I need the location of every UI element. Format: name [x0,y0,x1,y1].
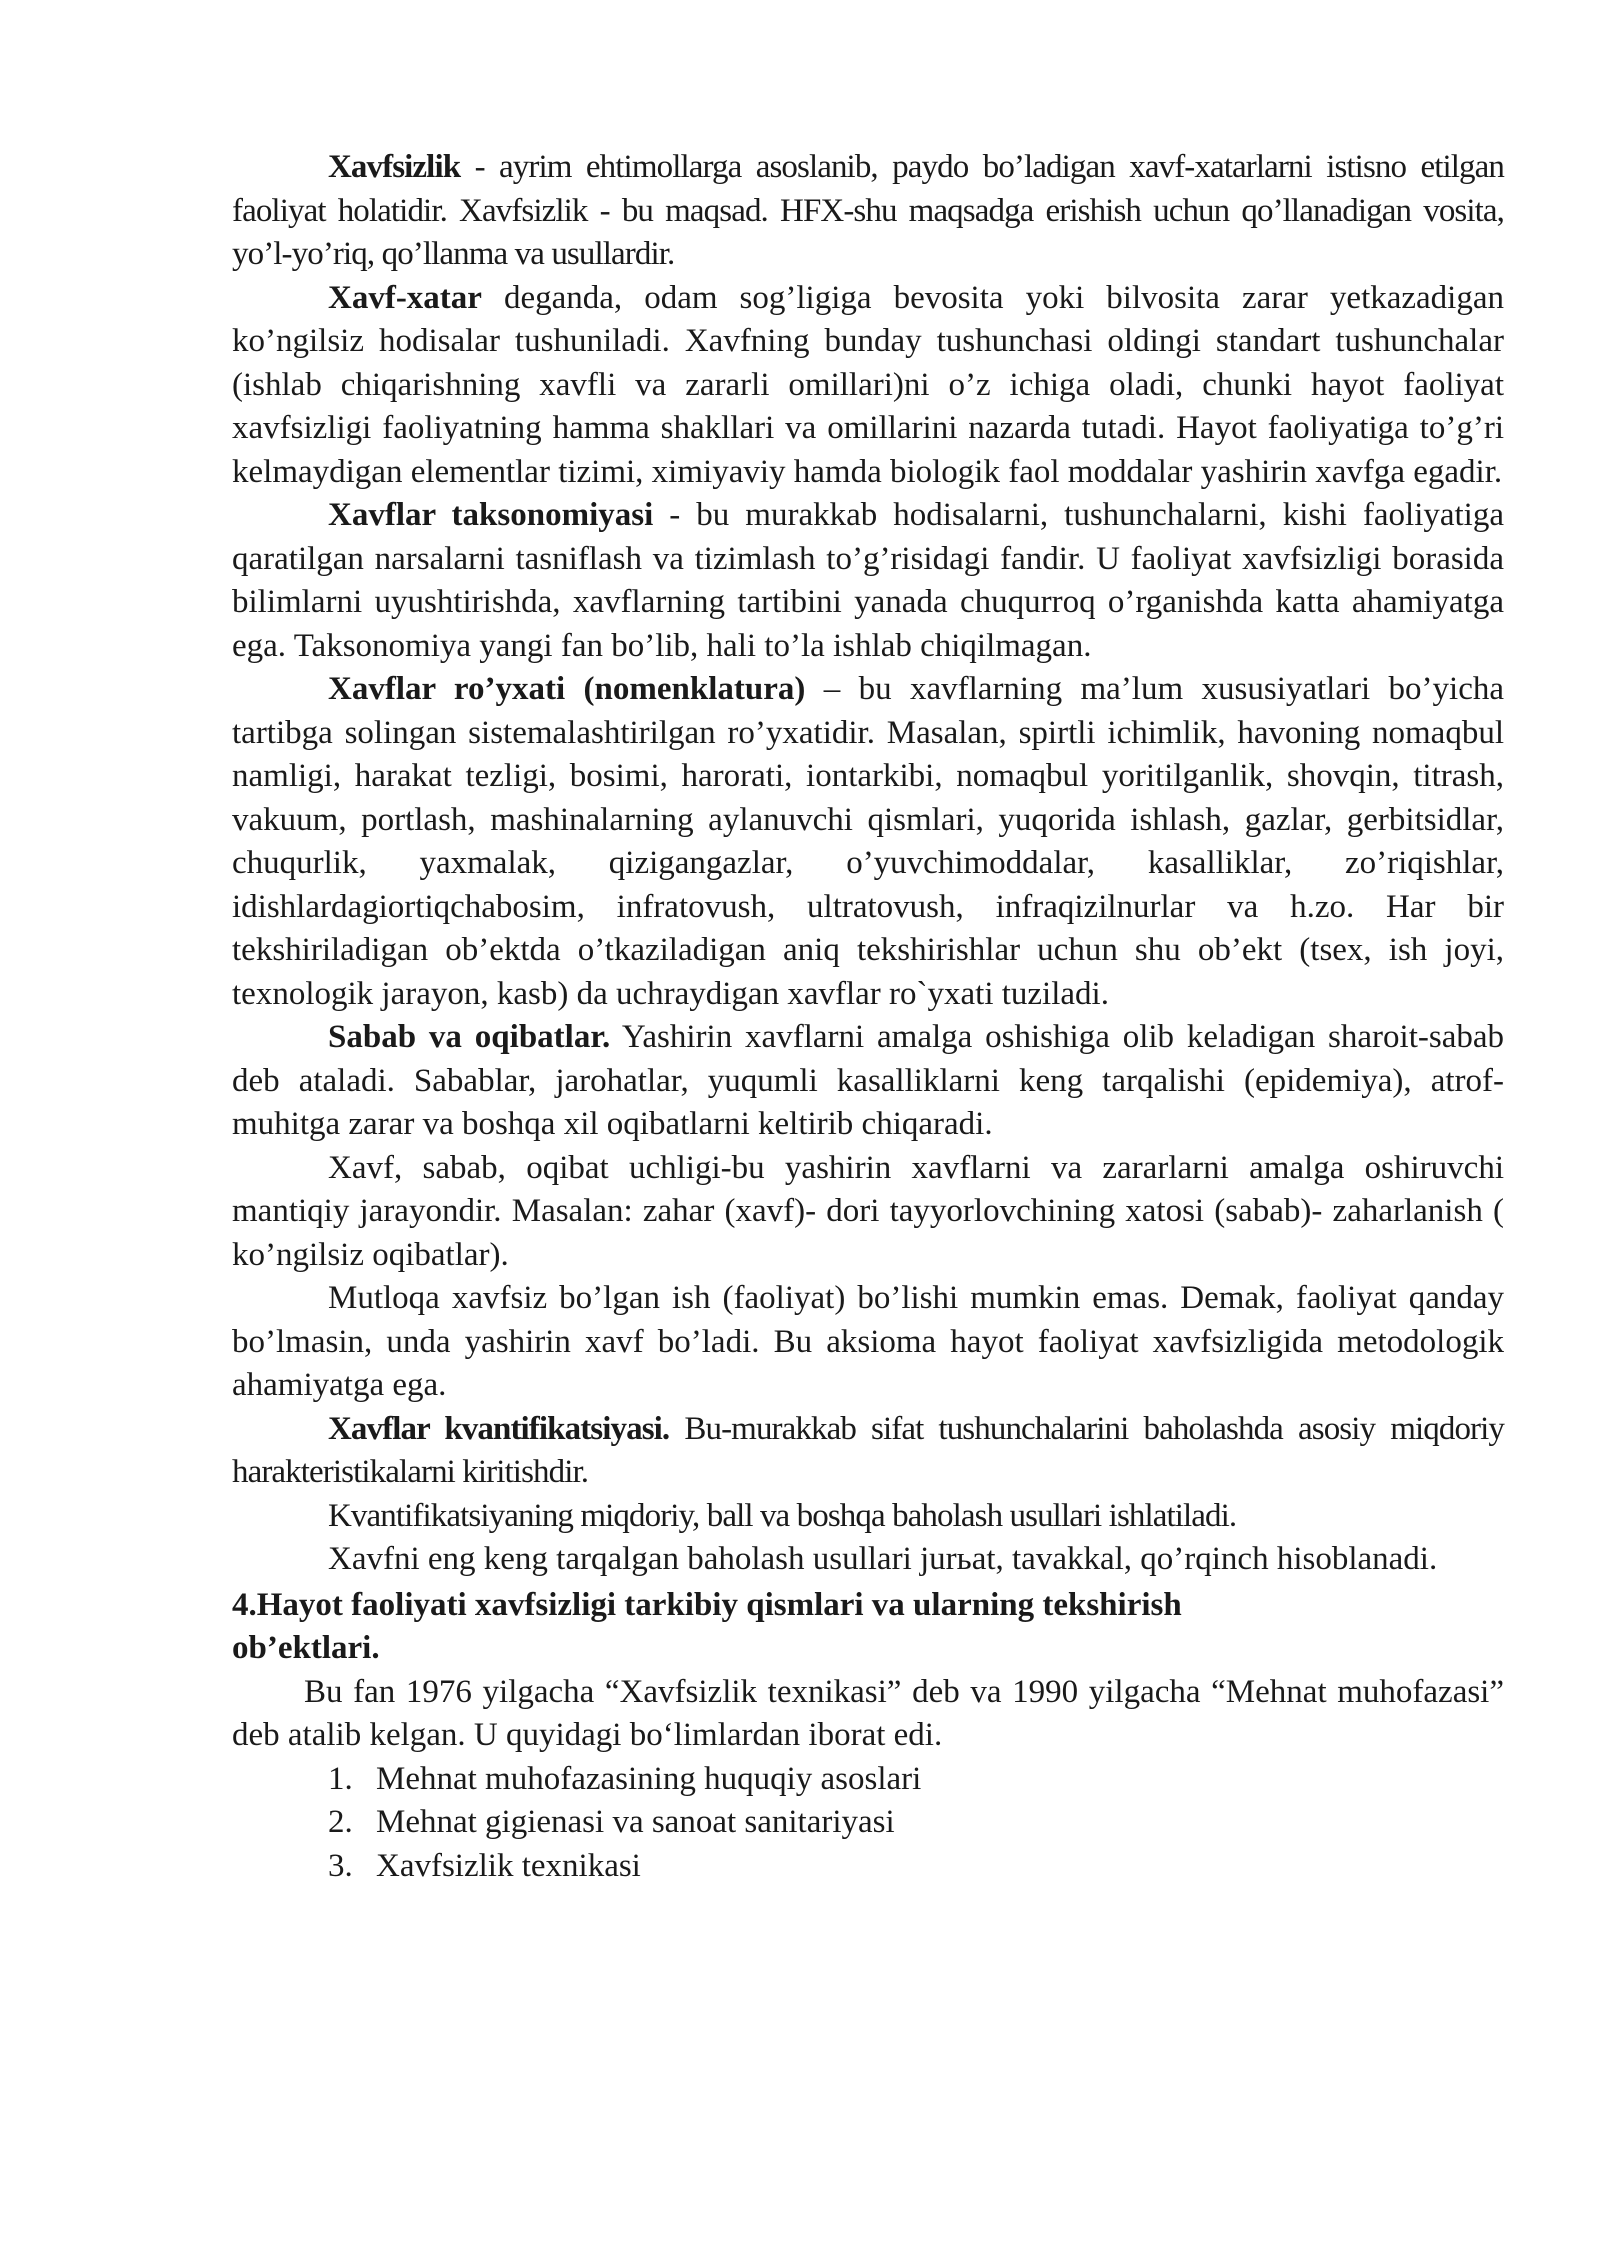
paragraph-xavflar-taksonomiyasi [232,494,1504,668]
paragraph-text: Bu fan 1976 yilgacha “Xavfsizlik texnikasi” deb va 1990 yilgacha “Mehnat muhofazasi” deb atalib kelgan. U quyidagi bo‘limlardan iborat edi. [232,1673,1504,1753]
paragraph-xavflar-kvantifikatsiyasi [232,1408,1504,1495]
paragraph-xavf-sabab-oqibat [232,1147,1504,1278]
paragraph-text: deganda, odam sog’ligiga bevosita yoki bilvosita zarar yetkazadigan ko’ngilsiz hodisalar tushuniladi. Xavfning bunday tushunchasi oldingi standart tushunchalar (ishlab chiqarishning xavfli va zararli omillari)ni o’z ichiga oladi, chunki hayot faoliyat xavfsizligi faoliyatning hamma shakllari va omillarini nazarda tutadi. Hayot faoliyatiga to’g’ri kelmaydigan elementlar tizimi, ximiyaviy hamda biologik faol moddalar yashirin xavfga egadir. [232,279,1504,490]
term-sabab-va-oqibatlar: Sabab va oqibatlar. [328,1019,611,1055]
paragraph-xavflar-royxati [232,668,1504,1016]
paragraph-text: - bu murakkab hodisalarni, tushunchalarni, kishi faoliyatiga qaratilgan narsalarni tasniflash va tizimlash to’g’risidagi fandir. U faoliyat xavfsizligi borasida bilimlarni uyushtirishda, xavflarning tartibini yanada chuqurroq o’rganishda katta ahamiyatga ega. Taksonomiya yangi fan bo’lib, hali to’la ishlab chiqilmagan. [232,497,1504,664]
paragraph-baholash-usullari [232,1538,1504,1582]
paragraph-text: – bu xavflarning ma’lum xususiyatlari bo’yicha tartibga solingan sistemalashtirilgan ro’yxatidir. Masalan, spirtli ichimlik, havoning nomaqbul namligi, harakat tezligi, bosimi, harorati, iontarkibi, nomaqbul yoritilganlik, shovqin, titrash, vakuum, portlash, mashinalarning aylanuvchi qismlari, yuqorida ishlash, gazlar, gerbitsidlar, chuqurlik, yaxmalak, qizigangazlar, o’yuvchimoddalar, kasalliklar, zo’riqishlar, idishlardagiortiqchabosim, infratovush, ultratovush, infraqizilnurlar va h.zo. Har bir tekshiriladigan ob’ektda o’tkaziladigan aniq tekshirishlar uchun shu ob’ekt (tsex, ish joyi, texnologik jarayon, kasb) da uchraydigan xavflar ro`yxati tuziladi. [232,671,1504,1012]
paragraph-text: Xavf, sabab, oqibat uchligi-bu yashirin xavflarni va zararlarni amalga oshiruvchi mantiqiy jarayondir. Masalan: zahar (xavf)- dori tayyorlovchining xatosi (sabab)- zaharlanish ( ko’ngilsiz oqibatlar). [232,1149,1504,1273]
term-xavfsizlik: Xavfsizlik [328,149,461,185]
paragraph-mutloqa-xavfsiz [232,1277,1504,1408]
term-xavflar-kvantifikatsiyasi: Xavflar kvantifikatsiyasi. [328,1410,670,1447]
paragraph-text: Yashirin xavflarni amalga oshishiga olib keladigan sharoit-sabab deb ataladi. Sabablar, jarohatlar, yuqumli kasalliklarni keng tarqalishi (epidemiya), atrof-muhitga zarar va boshqa xil oqibatlarni keltirib chiqaradi. [232,1019,1504,1142]
list-item-text: Mehnat gigienasi va sanoat sanitariyasi [376,1804,895,1840]
list-item-number: 2. [328,1804,353,1840]
paragraph-text: - ayrim ehtimollarga asoslanib, paydo bo’ladigan xavf-xatarlarni istisno etilgan faoliyat holatidir. Xavfsizlik - bu maqsad. HFX-shu maqsadga erishish uchun qo’llanadigan vosita, yo’l-yo’riq, qo’llanma va usullardir. [232,149,1504,272]
section-heading: 4.Hayot faoliyati xavfsizligi tarkibiy qismlari va ularning tekshirish ob’ektlari. [232,1586,1182,1666]
list-item-number: 3. [328,1847,353,1884]
document-page [232,146,1504,1888]
list-item-number: 1. [328,1760,353,1797]
term-xavflar-taksonomiyasi: Xavflar taksonomiyasi [328,497,654,533]
section-list [232,1758,1504,1889]
list-item [232,1845,1504,1889]
list-item [232,1801,1504,1845]
paragraph-kvantifikatsiya-usullari [232,1495,1504,1539]
paragraph-sabab-va-oqibatlar [232,1016,1504,1147]
paragraph-text: Xavfni eng keng tarqalgan baholash usullari jurьat, tavakkal, qo’rqinch hisoblanadi. [328,1541,1438,1577]
list-item-text: Xavfsizlik texnikasi [376,1847,641,1884]
term-xavf-xatar: Xavf-xatar [328,279,482,316]
paragraph-intro [232,1671,1504,1758]
paragraph-xavf-xatar [232,277,1504,495]
list-item-text: Mehnat muhofazasining huquqiy asoslari [376,1760,922,1797]
paragraph-text: Mutloqa xavfsiz bo’lgan ish (faoliyat) bo’lishi mumkin emas. Demak, faoliyat qanday bo’lmasin, unda yashirin xavf bo’ladi. Bu aksioma hayot faoliyat xavfsizligida metodologik ahamiyatga ega. [232,1280,1504,1403]
paragraph-xavfsizlik [232,146,1504,277]
paragraph-text: Kvantifikatsiyaning miqdoriy, ball va boshqa baholash usullari ishlatiladi. [328,1497,1237,1534]
paragraph-text: Bu-murakkab sifat tushunchalarini baholashda asosiy miqdoriy harakteristikalarni kiritishdir. [232,1410,1505,1490]
term-xavflar-royxati: Xavflar ro’yxati (nomenklatura) [328,671,806,707]
list-item [232,1758,1504,1802]
